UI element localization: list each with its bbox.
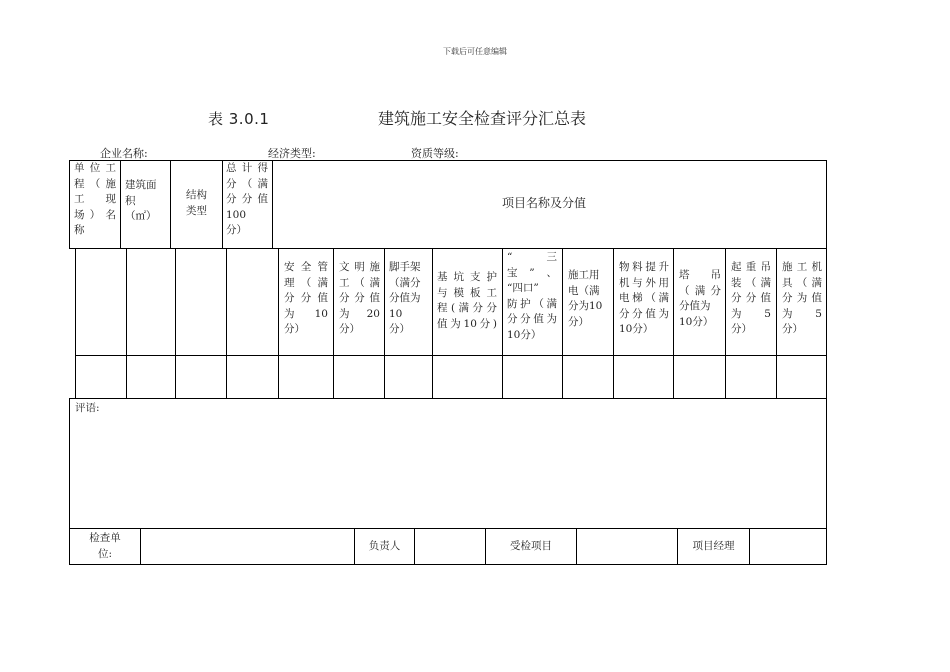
comments-label: 评语:	[75, 402, 100, 414]
inspection-unit-field[interactable]	[141, 529, 353, 563]
qualification-label: 资质等级:	[411, 147, 459, 160]
company-name-label: 企业名称:	[100, 147, 148, 160]
person-in-charge-field[interactable]	[415, 529, 484, 563]
header-note: 下载后可任意编辑	[443, 47, 507, 56]
total-score-header: 总计得 分（满 分分值 100 分）	[226, 162, 268, 236]
item-foundation-formwork: 基坑支护 与模板工 程(满分分 值为10分)	[437, 271, 497, 330]
item-construction-electricity: 施工用 电（满 分为10 分）	[568, 269, 603, 328]
item-material-hoist-elevator: 物料提升 机与外用 电梯（满 分分值为 10分）	[619, 261, 669, 335]
item-scaffolding: 脚手架 （满分 分值为 10 分）	[389, 261, 421, 335]
inspected-project-field[interactable]	[577, 529, 676, 563]
page-title: 建筑施工安全检查评分汇总表	[378, 109, 587, 128]
items-title-header: 项目名称及分值	[502, 196, 587, 210]
inspection-unit-label: 检查单 位:	[89, 532, 121, 560]
item-three-treasures-four-openings: “ 三 宝”、 “四口” 防护（满 分分值为 10分）	[507, 251, 557, 341]
person-in-charge-label: 负责人	[368, 540, 401, 552]
project-manager-label: 项目经理	[692, 540, 735, 552]
item-tower-crane: 塔 吊 （满分 分值为 10分）	[679, 269, 721, 328]
item-construction-machinery: 施工机 具（满 分为值 为 5 分）	[782, 261, 822, 335]
table-number: 表 3.0.1	[208, 110, 270, 128]
unit-project-name-header: 单位工 程（施 工 现 场）名 称	[74, 162, 116, 236]
economy-type-label: 经济类型:	[268, 147, 316, 160]
project-manager-field[interactable]	[750, 529, 825, 563]
comments-area[interactable]	[70, 418, 826, 526]
item-safety-management: 安全管 理（满 分分值 为 10 分）	[284, 261, 328, 335]
building-area-header: 建筑面 积 （㎡）	[125, 179, 157, 222]
structure-type-header: 结构 类型	[186, 189, 207, 217]
item-lifting-hoisting: 起重吊 装（满 分分值 为 5 分）	[731, 261, 771, 335]
inspected-project-label: 受检项目	[510, 540, 552, 552]
item-civilized-construction: 文明施 工（满 分分值 为 20 分）	[339, 261, 380, 335]
